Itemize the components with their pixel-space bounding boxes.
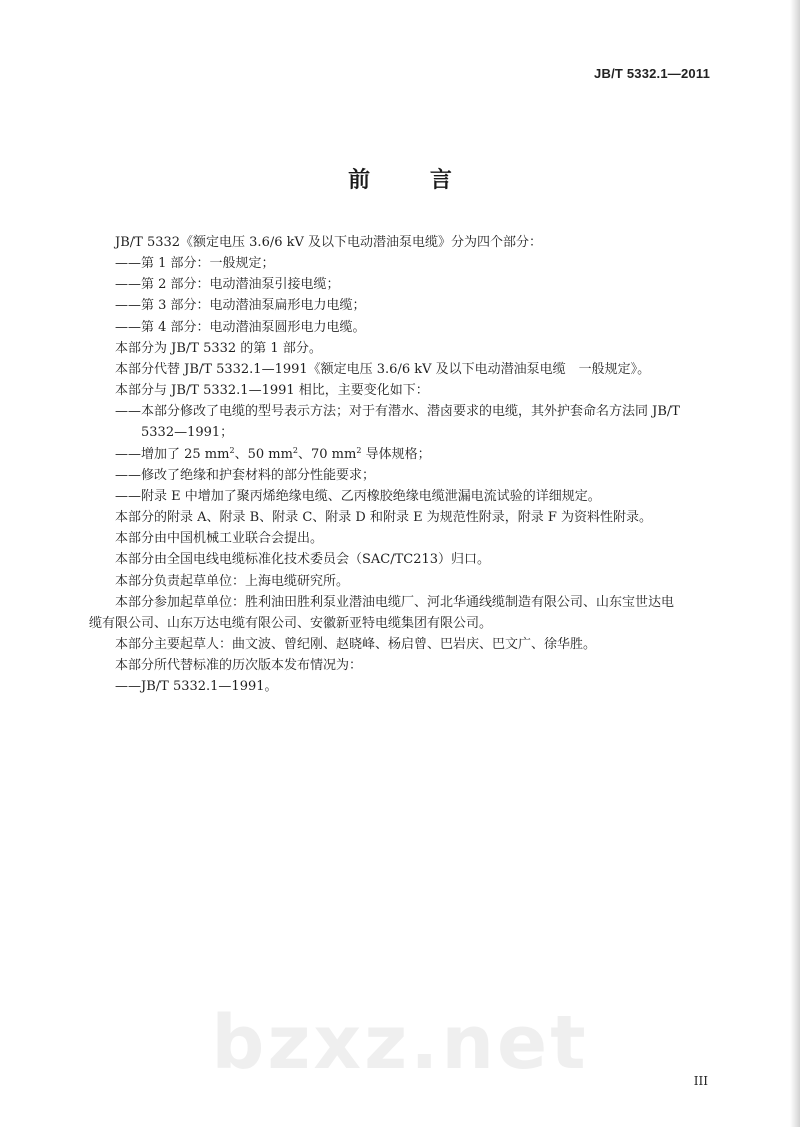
text-line: 本部分与 JB/T 5332.1—1991 相比，主要变化如下： [115,383,429,399]
list-item-sizes: ——增加了 25 $mm^2$、50 $mm^2$、70 $mm^2$ 导体规格； [115,445,431,462]
text-line: 本部分的附录 A、附录 B、附录 C、附录 D 和附录 E 为规范性附录，附录 F 为资料性附录。 [115,510,653,526]
text-line: 本部分主要起草人：曲文波、曾纪刚、赵晓峰、杨启曾、巴岩庆、巴文广、徐华胜。 [115,636,597,652]
list-item: ——修改了绝缘和护套材料的部分性能要求； [115,467,376,483]
list-item: ——第 2 部分：电动潜油泵引接电缆； [115,277,340,293]
page-title: 前 言 [348,168,478,193]
text-line: JB/T 5332《额定电压 3.6/6 kV 及以下电动潜油泵电缆》分为四个部分： [115,235,543,250]
text-line: 本部分所代替标准的历次版本发布情况为： [115,658,363,674]
text-line: 本部分参加起草单位：胜利油田胜利泵业潜油电缆厂、河北华通线缆制造有限公司、山东宝世达电 [115,594,675,610]
text-line: 本部分为 JB/T 5332 的第 1 部分。 [115,340,322,356]
list-item: ——本部分修改了电缆的型号表示方法；对于有潜水、潜卤要求的电缆，其外护套命名方法同 JB/T [115,404,680,420]
list-item: ——第 4 部分：电动潜油泵圆形电力电缆。 [115,319,366,335]
text-line: 本部分负责起草单位：上海电缆研究所。 [115,573,350,589]
watermark: bzxz.net [211,1000,589,1086]
standard-code: JB/T 5332.1—2011 [594,66,710,81]
text-line: 本部分由中国机械工业联合会提出。 [115,531,324,547]
list-item: ——第 3 部分：电动潜油泵扁形电力电缆； [115,298,366,314]
list-item-continuation: 5332—1991； [141,425,234,441]
list-item: ——JB/T 5332.1—1991。 [115,679,278,695]
foreword-body [89,232,711,697]
text-line: 本部分代替 JB/T 5332.1—1991《额定电压 3.6/6 kV 及以下电动潜油泵电缆 一般规定》。 [115,361,651,377]
text-line-continuation: 缆有限公司、山东万达电缆有限公司、安徽新亚特电缆集团有限公司。 [89,615,493,631]
text-line: 本部分由全国电线电缆标准化技术委员会（SAC/TC213）归口。 [115,552,491,568]
list-item: ——第 1 部分：一般规定； [115,256,275,272]
page-number: III [693,1074,708,1088]
list-item: ——附录 E 中增加了聚丙烯绝缘电缆、乙丙橡胶绝缘电缆泄漏电流试验的详细规定。 [115,488,601,504]
